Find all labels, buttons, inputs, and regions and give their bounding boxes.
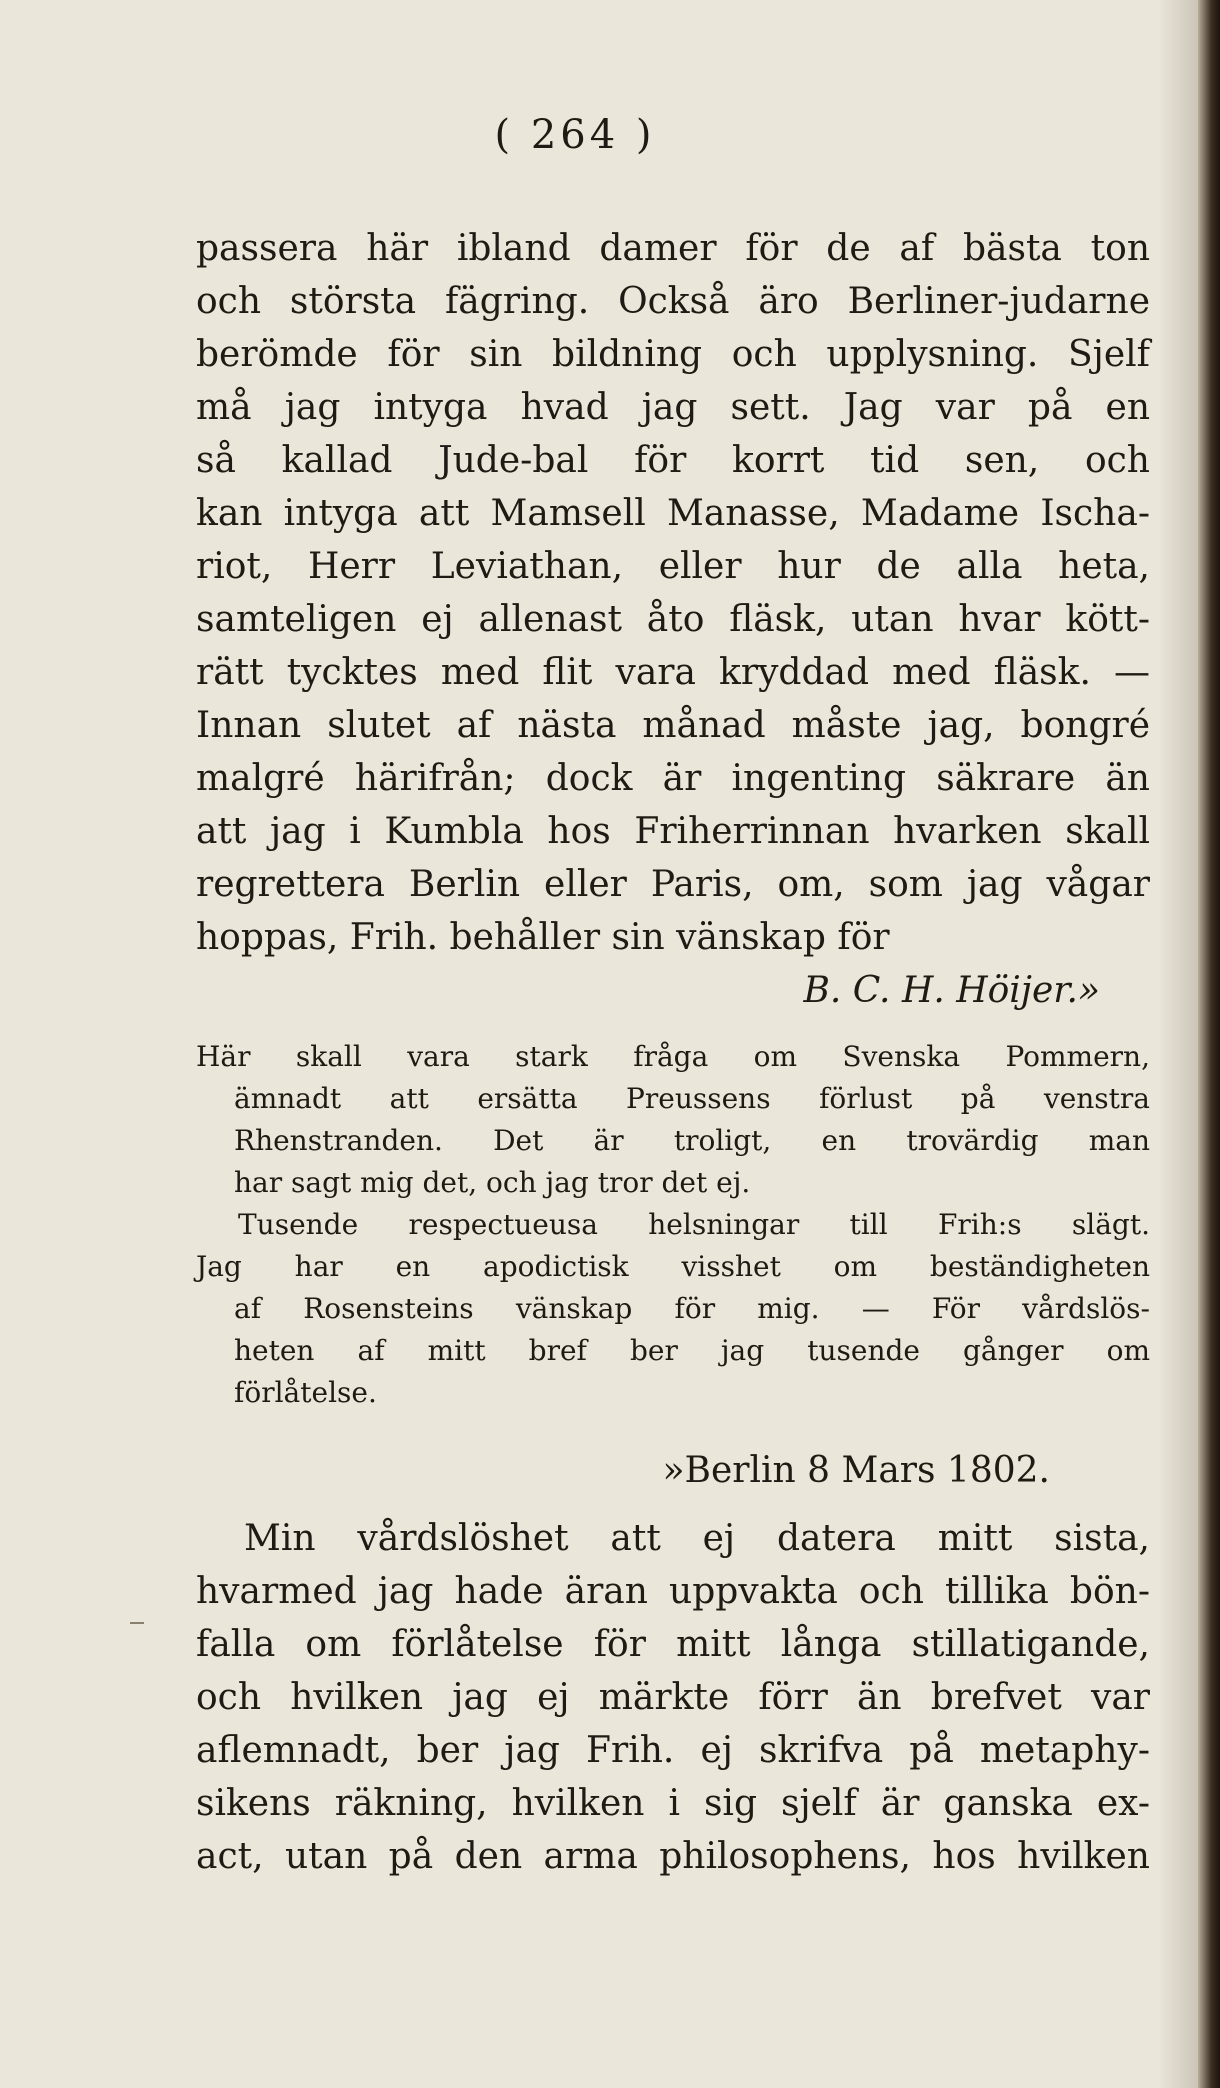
text-line: så kallad Jude-bal för korrt tid sen, och [196,440,1150,481]
margin-mark [130,1622,144,1624]
text-line: passera här ibland damer för de af bästa ton [196,228,1150,269]
note-line: förlåtelse. [234,1376,377,1409]
letter-heading [196,1444,1150,1497]
note-line: har sagt mig det, och jag tror det ej. [234,1166,751,1199]
text-line: och hvilken jag ej märkte förr än brefvet var [196,1677,1150,1718]
note-line: Här skall vara stark fråga om Svenska Pommern, [196,1040,1150,1073]
page-number: ( 264 ) [494,112,656,158]
text-line: må jag intyga hvad jag sett. Jag var på en [196,387,1150,428]
note-line: Tusende respectueusa helsningar till Frih:s slägt. [238,1208,1150,1241]
text-line: act, utan på den arma philosophens, hos hvilken [196,1836,1150,1877]
signature: B. C. H. Höijer.» [803,970,1100,1011]
book-spine [1198,0,1220,2088]
note-line: ämnadt att ersätta Preussens förlust på venstra [234,1082,1150,1115]
text-line: att jag i Kumbla hos Friherrinnan hvarken skall [196,811,1150,852]
text-line: aflemnadt, ber jag Frih. ej skrifva på metaphy- [196,1730,1150,1771]
letter-body [196,222,1150,1017]
text-line: samteligen ej allenast åto fläsk, utan hvar kött- [196,599,1150,640]
text-line: malgré härifrån; dock är ingenting säkrare än [196,758,1150,799]
text-line: riot, Herr Leviathan, eller hur de alla heta, [196,546,1150,587]
text-line: Innan slutet af nästa månad måste jag, bongré [196,705,1150,746]
date-heading: »Berlin 8 Mars 1802. [662,1450,1050,1491]
text-line: falla om förlåtelse för mitt långa stillatigande, [196,1624,1150,1665]
text-line: berömde för sin bildning och upplysning. Sjelf [196,334,1150,375]
text-line: och största fägring. Också äro Berliner-judarne [196,281,1150,322]
text-line: hoppas, Frih. behåller sin vänskap för [196,917,890,958]
note-line: Jag har en apodictisk visshet om beständigheten [196,1250,1150,1283]
text-line: rätt tycktes med flit vara kryddad med fläsk. — [196,652,1150,693]
note-line: af Rosensteins vänskap för mig. — För vårdslös- [234,1292,1150,1325]
note-line: heten af mitt bref ber jag tusende gånger om [234,1334,1150,1367]
text-line: hvarmed jag hade äran uppvakta och tillika bön- [196,1571,1150,1612]
note-line: Rhenstranden. Det är troligt, en trovärdig man [234,1124,1150,1157]
text-line: kan intyga att Mamsell Manasse, Madame Ischa- [196,493,1150,534]
postscript-note [196,1036,1150,1414]
text-line: Min vårdslöshet att ej datera mitt sista, [244,1518,1150,1559]
text-line: regrettera Berlin eller Paris, om, som jag vågar [196,864,1150,905]
page-edge-shadow [1158,0,1198,2088]
text-line: sikens räkning, hvilken i sig sjelf är ganska ex- [196,1783,1150,1824]
second-letter-body [196,1512,1150,1883]
